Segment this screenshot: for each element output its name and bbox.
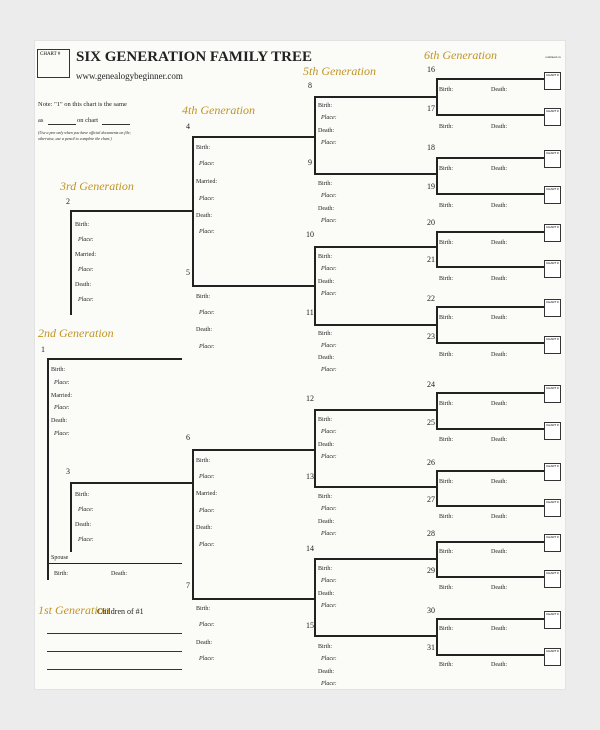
chart-ref-box-26[interactable]: CHART #: [544, 463, 561, 481]
label-birth: Birth:: [318, 181, 333, 187]
label-place: Place:: [199, 229, 215, 235]
spouse-line[interactable]: [47, 563, 182, 564]
gen5-heading: 5th Generation: [303, 64, 376, 78]
label-death: Death:: [491, 401, 507, 407]
label-place: Place:: [199, 474, 215, 480]
label-birth: Birth:: [318, 331, 333, 337]
label-death: Death:: [491, 479, 507, 485]
person-number-22: 22: [427, 294, 435, 303]
label-birth: Birth:: [196, 294, 211, 300]
person-number-17: 17: [427, 104, 435, 113]
label-place: Place:: [321, 681, 337, 687]
person-number-14: 14: [306, 544, 314, 553]
person-number-13: 13: [306, 472, 314, 481]
label-death: Death:: [318, 206, 334, 212]
person-line-30[interactable]: [436, 618, 544, 620]
person-line-17[interactable]: [436, 114, 544, 116]
label-place: Place:: [321, 656, 337, 662]
label-death: Death:: [196, 525, 212, 531]
person-line-4[interactable]: [192, 136, 314, 138]
label-birth: Birth:: [318, 417, 333, 423]
label-death: Death:: [491, 315, 507, 321]
label-place: Place:: [199, 196, 215, 202]
label-place: Place:: [321, 291, 337, 297]
note-line: Note: "1" on this chart is the same: [38, 101, 127, 108]
label-birth: Birth:: [439, 549, 454, 555]
label-birth: Birth:: [75, 222, 90, 228]
label-birth: Birth:: [439, 626, 454, 632]
chart-number-box[interactable]: [37, 49, 70, 78]
person-line-19[interactable]: [436, 193, 544, 195]
person-line-15[interactable]: [314, 635, 436, 637]
chart-ref-box-21[interactable]: CHART #: [544, 260, 561, 278]
label-birth: Birth:: [439, 514, 454, 520]
page-title: SIX GENERATION FAMILY TREE: [76, 49, 313, 65]
person-number-26: 26: [427, 458, 435, 467]
label-death: Death:: [491, 626, 507, 632]
label-death: Death:: [196, 213, 212, 219]
person-number-16: 16: [427, 65, 435, 74]
label-birth: Birth:: [439, 240, 454, 246]
person-line-9[interactable]: [314, 173, 436, 175]
person-line-3[interactable]: [70, 482, 192, 484]
person-line-8[interactable]: [314, 96, 436, 98]
label-death: Death:: [196, 640, 212, 646]
bracket-20: [436, 231, 438, 267]
note-chart-line[interactable]: [102, 124, 130, 125]
chart-ref-box-18[interactable]: CHART #: [544, 150, 561, 168]
person-number-15: 15: [306, 621, 314, 630]
bracket-8: [314, 96, 316, 174]
bracket-26: [436, 470, 438, 506]
person-number-29: 29: [427, 566, 435, 575]
label-death: Death:: [491, 549, 507, 555]
person-number-9: 9: [308, 158, 312, 167]
website-link[interactable]: www.genealogybeginner.com: [76, 71, 183, 81]
label-death: Death:: [491, 662, 507, 668]
label-death: Death:: [318, 128, 334, 134]
label-place: Place:: [78, 237, 94, 243]
person-line-28[interactable]: [436, 541, 544, 543]
label-place: Place:: [199, 344, 215, 350]
label-place: Place:: [199, 622, 215, 628]
chart-ref-box-23[interactable]: CHART #: [544, 336, 561, 354]
label-death: Death:: [491, 166, 507, 172]
chart-ref-box-17[interactable]: CHART #: [544, 108, 561, 126]
chart-ref-box-24[interactable]: CHART #: [544, 385, 561, 403]
person-line-25[interactable]: [436, 428, 544, 430]
label-place: Place:: [78, 267, 94, 273]
label-birth: Birth:: [439, 437, 454, 443]
person-number-23: 23: [427, 332, 435, 341]
gen6-heading: 6th Generation: [424, 48, 497, 62]
label-place: Place:: [321, 266, 337, 272]
label-place: Place:: [321, 531, 337, 537]
label-birth: Birth:: [51, 367, 66, 373]
bracket-1: [47, 358, 49, 580]
bracket-28: [436, 541, 438, 577]
label-place: Place:: [321, 343, 337, 349]
child-line-3[interactable]: [47, 669, 182, 670]
child-line-1[interactable]: [47, 633, 182, 634]
person-number-8: 8: [308, 81, 312, 90]
label-birth: Birth:: [439, 276, 454, 282]
chart-ref-box-25[interactable]: CHART #: [544, 422, 561, 440]
person-line-24[interactable]: [436, 392, 544, 394]
bracket-14: [314, 558, 316, 636]
chart-ref-box-16[interactable]: CHART #: [544, 72, 561, 90]
label-death: Death:: [318, 669, 334, 675]
person-number-19: 19: [427, 182, 435, 191]
label-birth: Birth:: [439, 662, 454, 668]
person-line-29[interactable]: [436, 576, 544, 578]
person-line-20[interactable]: [436, 231, 544, 233]
label-place: Place:: [54, 431, 70, 437]
label-death: Death:: [318, 279, 334, 285]
label-birth: Birth:: [439, 401, 454, 407]
person-line-27[interactable]: [436, 505, 544, 507]
person-line-31[interactable]: [436, 654, 544, 656]
note-as: as: [38, 117, 44, 124]
label-place: Place:: [78, 507, 94, 513]
label-place: Place:: [199, 656, 215, 662]
label-death: Death:: [491, 87, 507, 93]
bracket-22: [436, 306, 438, 343]
label-birth: Birth:: [196, 606, 211, 612]
label-place: Place:: [321, 578, 337, 584]
label-death: Death:: [491, 585, 507, 591]
label-birth: Birth:: [439, 124, 454, 130]
label-place: Place:: [321, 193, 337, 199]
person-line-21[interactable]: [436, 266, 544, 268]
chart-number-label: CHART #: [40, 52, 61, 57]
label-married: Married:: [51, 393, 72, 399]
person-number-4: 4: [186, 122, 190, 131]
chart-ref-box-30[interactable]: CHART #: [544, 611, 561, 629]
person-line-16[interactable]: [436, 78, 544, 80]
person-number-31: 31: [427, 643, 435, 652]
person-number-21: 21: [427, 255, 435, 264]
label-birth: Birth:: [54, 571, 69, 577]
label-place: Place:: [321, 506, 337, 512]
label-place: Place:: [321, 140, 337, 146]
label-death: Death:: [491, 276, 507, 282]
person-number-2: 2: [66, 197, 70, 206]
label-birth: Birth:: [439, 585, 454, 591]
label-birth: Birth:: [439, 203, 454, 209]
person-number-10: 10: [306, 230, 314, 239]
person-number-18: 18: [427, 143, 435, 152]
label-birth: Birth:: [318, 103, 333, 109]
label-place: Place:: [321, 218, 337, 224]
label-death: Death:: [196, 327, 212, 333]
chart-ref-box-19[interactable]: CHART #: [544, 186, 561, 204]
label-death: Death:: [318, 355, 334, 361]
bracket-2: [70, 210, 72, 315]
label-place: Place:: [78, 297, 94, 303]
note-instructions-2: otherwise, use a pencil to complete the chart.): [38, 136, 112, 141]
label-married: Married:: [75, 252, 96, 258]
chart-ref-box-29[interactable]: CHART #: [544, 570, 561, 588]
person-number-7: 7: [186, 581, 190, 590]
person-line-12[interactable]: [314, 409, 436, 411]
label-spouse: Spouse: [51, 555, 69, 561]
label-married: Married:: [196, 491, 217, 497]
label-married: Married:: [196, 179, 217, 185]
person-line-14[interactable]: [314, 558, 436, 560]
label-death: Death:: [491, 203, 507, 209]
label-place: Place:: [321, 429, 337, 435]
label-birth: Birth:: [439, 352, 454, 358]
label-death: Death:: [318, 591, 334, 597]
label-place: Place:: [199, 310, 215, 316]
label-death: Death:: [318, 519, 334, 525]
label-death: Death:: [491, 124, 507, 130]
person-number-3: 3: [66, 467, 70, 476]
gen3-heading: 3rd Generation: [60, 179, 134, 193]
person-line-6[interactable]: [192, 449, 314, 451]
note-as-line[interactable]: [48, 124, 76, 125]
bracket-4: [192, 136, 194, 286]
label-place: Place:: [321, 454, 337, 460]
label-birth: Birth:: [318, 494, 333, 500]
person-line-23[interactable]: [436, 342, 544, 344]
person-line-22[interactable]: [436, 306, 544, 308]
label-birth: Birth:: [439, 479, 454, 485]
label-birth: Birth:: [318, 254, 333, 260]
person-line-1[interactable]: [47, 358, 182, 360]
person-line-10[interactable]: [314, 246, 436, 248]
children-heading: Children of #1: [97, 607, 144, 616]
label-place: Place:: [321, 367, 337, 373]
child-line-2[interactable]: [47, 651, 182, 652]
label-death: Death:: [491, 437, 507, 443]
label-death: Death:: [491, 514, 507, 520]
label-place: Place:: [321, 115, 337, 121]
bracket-12: [314, 409, 316, 487]
person-number-30: 30: [427, 606, 435, 615]
person-line-5[interactable]: [192, 285, 314, 287]
person-line-2[interactable]: [70, 210, 192, 212]
gen1-heading: 1st Generation: [38, 603, 110, 617]
label-place: Place:: [321, 603, 337, 609]
person-line-26[interactable]: [436, 470, 544, 472]
gen4-heading: 4th Generation: [182, 103, 255, 117]
person-number-25: 25: [427, 418, 435, 427]
label-place: Place:: [199, 508, 215, 514]
person-number-28: 28: [427, 529, 435, 538]
person-number-20: 20: [427, 218, 435, 227]
label-place: Place:: [78, 537, 94, 543]
chart-ref-box-27[interactable]: CHART #: [544, 499, 561, 517]
person-number-27: 27: [427, 495, 435, 504]
label-birth: Birth:: [196, 458, 211, 464]
label-birth: Birth:: [196, 145, 211, 151]
label-death: Death:: [318, 442, 334, 448]
chart-ref-box-28[interactable]: CHART #: [544, 534, 561, 552]
note-on-chart: on chart: [77, 117, 99, 124]
chart-ref-box-20[interactable]: CHART #: [544, 224, 561, 242]
person-number-6: 6: [186, 433, 190, 442]
continued-label: continued on: [545, 55, 561, 59]
label-death: Death:: [75, 522, 91, 528]
note-instructions-1: (Use a pen only when you have official documents on file;: [38, 130, 131, 135]
label-birth: Birth:: [439, 315, 454, 321]
bracket-30: [436, 618, 438, 655]
label-place: Place:: [54, 380, 70, 386]
person-line-7[interactable]: [192, 598, 314, 600]
bracket-16: [436, 78, 438, 114]
label-place: Place:: [199, 161, 215, 167]
person-line-13[interactable]: [314, 486, 436, 488]
label-death: Death:: [75, 282, 91, 288]
label-death: Death:: [51, 418, 67, 424]
person-number-12: 12: [306, 394, 314, 403]
person-number-11: 11: [306, 308, 314, 317]
bracket-18: [436, 157, 438, 194]
label-place: Place:: [199, 542, 215, 548]
person-line-11[interactable]: [314, 324, 436, 326]
person-number-1: 1: [41, 345, 45, 354]
gen2-heading: 2nd Generation: [38, 326, 114, 340]
label-death: Death:: [111, 571, 127, 577]
bracket-6: [192, 449, 194, 599]
chart-ref-box-22[interactable]: CHART #: [544, 299, 561, 317]
label-birth: Birth:: [439, 87, 454, 93]
person-line-18[interactable]: [436, 157, 544, 159]
label-birth: Birth:: [318, 566, 333, 572]
label-death: Death:: [491, 352, 507, 358]
bracket-10: [314, 246, 316, 325]
bracket-24: [436, 392, 438, 429]
chart-ref-box-31[interactable]: CHART #: [544, 648, 561, 666]
label-place: Place:: [54, 405, 70, 411]
label-birth: Birth:: [318, 644, 333, 650]
bracket-3: [70, 482, 72, 552]
label-birth: Birth:: [439, 166, 454, 172]
label-death: Death:: [491, 240, 507, 246]
label-birth: Birth:: [75, 492, 90, 498]
person-number-24: 24: [427, 380, 435, 389]
person-number-5: 5: [186, 268, 190, 277]
